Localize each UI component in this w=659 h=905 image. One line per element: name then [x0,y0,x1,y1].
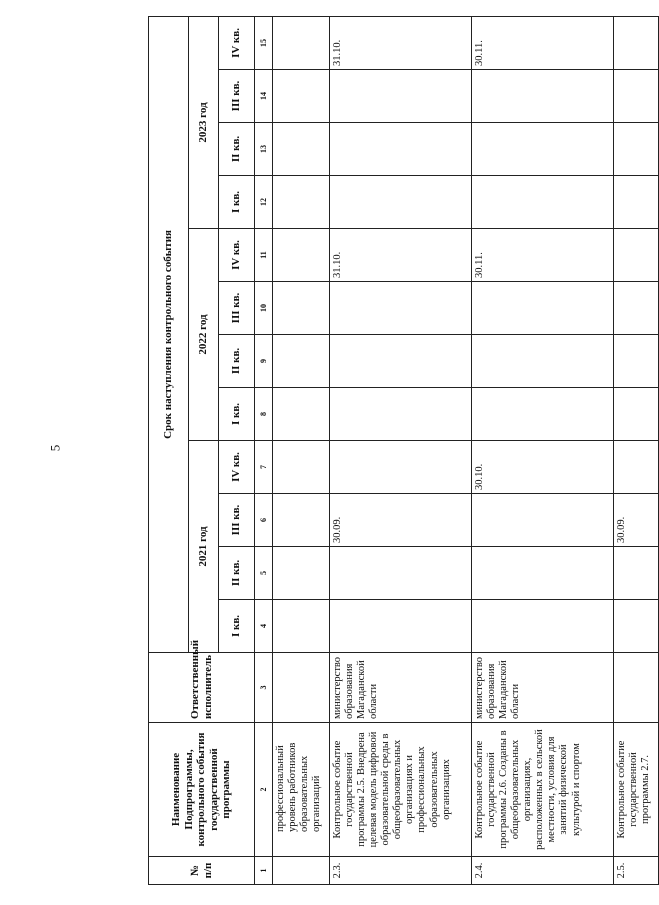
control-events-table [148,16,659,885]
row-deadline-cell [273,388,330,441]
row-num [273,857,330,885]
column-number: 13 [255,123,273,176]
column-number: 1 [255,857,273,885]
row-deadline-cell [614,229,659,282]
header-quarter: II кв. [219,123,255,176]
row-name: Контрольное событие государственной программы 2.7. [614,723,659,857]
header-quarter: I кв. [219,600,255,653]
column-number: 12 [255,176,273,229]
column-number: 2 [255,723,273,857]
row-executor: министерство образования Магаданской области [472,653,614,723]
row-deadline-cell: 30.11. [472,16,614,69]
row-executor [614,653,659,723]
row-deadline-cell [330,282,472,335]
header-quarter: II кв. [219,335,255,388]
row-deadline-cell [273,494,330,547]
header-quarter: IV кв. [219,229,255,282]
row-deadline-cell [330,70,472,123]
row-deadline-cell [614,16,659,69]
table-row [330,16,472,884]
row-name: профессиональный уровень работников образовательных организаций [273,723,330,857]
row-deadline-cell [273,547,330,600]
row-num: 2.5. [614,857,659,885]
row-name: Контрольное событие государственной программы 2.5. Внедрена целевая модель цифровой образовательной среды в общеобразовательных организациях и профессиональных образовательных организациях [330,723,472,857]
row-executor [273,653,330,723]
row-deadline-cell [614,282,659,335]
table-row [614,16,659,884]
row-deadline-cell [273,335,330,388]
row-deadline-cell [614,547,659,600]
row-deadline-cell [273,123,330,176]
row-deadline-cell [330,600,472,653]
header-quarter: I кв. [219,388,255,441]
column-number: 7 [255,441,273,494]
row-deadline-cell [614,123,659,176]
row-deadline-cell [330,176,472,229]
row-deadline-cell [330,388,472,441]
row-deadline-cell [614,388,659,441]
row-deadline-cell [472,600,614,653]
row-deadline-cell [614,441,659,494]
row-executor: министерство образования Магаданской области [330,653,472,723]
row-deadline-cell [330,123,472,176]
row-deadline-cell [273,600,330,653]
column-number: 10 [255,282,273,335]
row-num: 2.4. [472,857,614,885]
row-deadline-cell [330,441,472,494]
row-deadline-cell [472,335,614,388]
row-deadline-cell [472,70,614,123]
header-name: Наименование Подпрограммы, контрольного события государственной программы [149,723,255,857]
column-number: 9 [255,335,273,388]
header-quarter: IV кв. [219,441,255,494]
row-deadline-cell [330,335,472,388]
row-num: 2.3. [330,857,472,885]
column-number: 6 [255,494,273,547]
column-number: 5 [255,547,273,600]
header-quarter: III кв. [219,282,255,335]
table-row [472,16,614,884]
row-deadline-cell: 30.09. [330,494,472,547]
row-deadline-cell [472,494,614,547]
page-number: 5 [47,444,63,452]
row-deadline-cell: 30.10. [472,441,614,494]
header-quarter: I кв. [219,176,255,229]
row-deadline-cell [472,388,614,441]
row-deadline-cell [273,441,330,494]
row-deadline-cell [273,229,330,282]
row-deadline-cell [273,282,330,335]
column-number: 4 [255,600,273,653]
row-deadline-cell [614,176,659,229]
header-deadline: Срок наступления контрольного события [149,16,189,652]
column-number: 14 [255,70,273,123]
header-year-2023: 2023 год [189,16,219,228]
row-deadline-cell: 30.11. [472,229,614,282]
row-deadline-cell [472,176,614,229]
row-deadline-cell [614,335,659,388]
column-number: 8 [255,388,273,441]
header-quarter: IV кв. [219,16,255,69]
header-quarter: III кв. [219,494,255,547]
row-deadline-cell [472,123,614,176]
row-deadline-cell [273,70,330,123]
row-deadline-cell [273,176,330,229]
header-quarter: III кв. [219,70,255,123]
row-deadline-cell [472,547,614,600]
row-deadline-cell: 31.10. [330,229,472,282]
column-number: 3 [255,653,273,723]
row-deadline-cell [273,16,330,69]
header-num: № п/п [149,857,255,885]
header-year-2021: 2021 год [189,441,219,653]
column-number: 11 [255,229,273,282]
row-name: Контрольное событие государственной программы 2.6. Созданы в общеобразовательных организациях, расположенных в сельской местности, условия для занятий физической культурой и спортом [472,723,614,857]
row-deadline-cell [472,282,614,335]
header-executor: Ответственный исполнитель [149,653,255,723]
rotated-table-container [148,20,652,885]
row-deadline-cell [614,600,659,653]
row-deadline-cell: 31.10. [330,16,472,69]
row-deadline-cell: 30.09. [614,494,659,547]
header-quarter: II кв. [219,547,255,600]
column-number: 15 [255,16,273,69]
row-deadline-cell [614,70,659,123]
header-year-2022: 2022 год [189,229,219,441]
table-row [273,16,330,884]
row-deadline-cell [330,547,472,600]
